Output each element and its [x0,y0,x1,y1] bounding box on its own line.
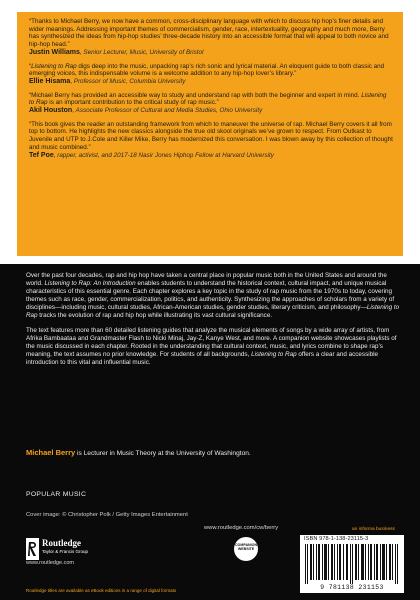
endorser-name: Ellie Hisama [29,77,71,85]
description-paragraph [26,272,400,319]
text-run: Over the past four decades, rap and hip hop have taken a central place in popular music both in the United States and around the world. [26,272,387,287]
quote-body-b: is an important contribution to the critical study of rap music.” [47,99,219,107]
barcode-icon [304,544,400,584]
endorsement-quote [29,92,393,115]
subject-category: POPULAR MUSIC [26,491,87,498]
quote-text: “This book gives the reader an outstanding framework from which to maneuver the universe of rap. Michael Berry covers it all from top to bottom. He highlights the new classics alongside the true old skool originals we’ve grown to respect. From Outkast to Juvenile and UTP to J.Cole and Killer Mike, Berry has modernized this conversation. I was blown away by this collection of thought and music combined.” [29,120,393,151]
endorser-name: Tef Poe [29,151,54,159]
quote-text [29,92,393,107]
endorsement-quote [29,63,393,86]
quote-text: “Thanks to Michael Berry, we now have a common, cross-disciplinary language with which to discuss hip hop’s finer details and wider meanings. Addressing important themes of commercialism, gender, race, intertextuality, geography and much more, Berry has synthesized the ideas from hip-hop studies’ three-decade history into an accessible format that will appeal to both novice and hip-hop head.” [29,18,389,49]
quote-attribution: Tef Poe, rapper, activist, and 2017-18 Nasir Jones Hiphop Fellow at Harvard University [29,151,274,159]
publisher-name: Routledge [42,538,81,548]
endorsement-quote [29,18,393,57]
quote-attribution: Ellie Hisama, Professor of Music, Columbia University [29,77,186,85]
quote-attribution: Justin Williams, Senior Lecturer, Music, University of Bristol [29,48,204,56]
endorser-role: rapper, activist, and 2017-18 Nasir Jones Hiphop Fellow at Harvard University [57,151,274,159]
quote-body-a: “Michael Berry has provided an accessible way to study and understand rap with both the beginner and expert in mind. [29,91,362,99]
endorsements-panel [17,12,403,256]
publisher-group: Taylor & Francis Group [42,549,89,554]
endorser-name: Akil Houston [29,107,73,115]
publisher-url[interactable]: www.routledge.com [26,560,74,566]
text-run: enables students to understand the historical context, cultural impact, and unique musical characteristics of this essential genre. Each chapter explores a key topic in the study of rap music from the 1970s to today, covering themes such as race, gender, commercialization, politics, and authenticity. Synthesizing the approaches of scholars from a variety of disciplines—including music, cultural studies, African-American studies, gender studies, literary criticism, and philosophy— [26,279,395,311]
quote-attribution: Akil Houston, Associate Professor of Cultural and Media Studies, Ohio University [29,107,263,115]
book-title-ref: Listening to Rap [29,91,387,107]
cover-image-credit: Cover image: © Christopher Polk / Getty Images Entertainment [26,512,188,518]
endorser-role: Associate Professor of Cultural and Media Studies, Ohio University [75,107,263,115]
endorser-role: Senior Lecturer, Music, University of Bristol [83,48,204,56]
book-description [26,272,400,375]
informa-tagline: an informa business [352,527,395,532]
text-run: tracks the evolution of rap and hip hop while illustrating its vast cultural significance. [37,311,273,319]
endorser-role: Professor of Music, Columbia University [73,77,186,85]
quote-text [29,63,393,78]
ebook-availability-note: Routledge titles are available as eBook editions in a range of digital formats [26,588,177,593]
book-title-ref: Listening to Rap: An Introduction [44,279,136,287]
text-run: offers a clear and accessible introduction to this vital and influential music. [26,351,379,367]
text-run: The text features more than 60 detailed listening guides that analyze the musical elements of songs by a wide array of artists, from Afrika Bambaataa and Grandmaster Flash to Nicki Minaj, Jay-Z, Kanye West, and more. A companion website showcases playlists of the music discussed in each chapter. Rooted in the understanding that cultural context, music, and lyrics combine to shape rap’s meaning, the text assumes no prior knowledge. For students of all backgrounds, [26,327,397,359]
isbn-label: ISBN 978-1-138-23115-3 [304,536,369,542]
routledge-icon [26,538,39,560]
quote-body: digs deep into the music, unpacking rap’s rich sonic and lyrical material. An eloquent guide to both classic and emerging voices, this indispensable volume is a welcome addition to any hip-hop lover’s library.” [29,62,385,78]
endorsement-quote [29,121,393,160]
book-title-ref: Listening to Rap [26,303,400,319]
author-name: Michael Berry [26,448,76,457]
description-paragraph [26,327,400,367]
companion-website-url[interactable]: www.routledge.com/cw/berry [204,525,279,531]
book-title-ref: Listening to Rap [31,62,77,70]
quote-open-mark: “ [29,62,32,70]
endorser-name: Justin Williams [29,48,80,56]
companion-website-badge: COMPANION WEBSITE [234,537,258,561]
barcode-panel [300,535,404,593]
book-title-ref: Listening to Rap [251,351,297,359]
author-bio [26,448,400,457]
author-bio-text: is Lecturer in Music Theory at the University of Washington. [75,450,251,457]
barcode-digits: 9 781138 231153 [320,584,384,591]
